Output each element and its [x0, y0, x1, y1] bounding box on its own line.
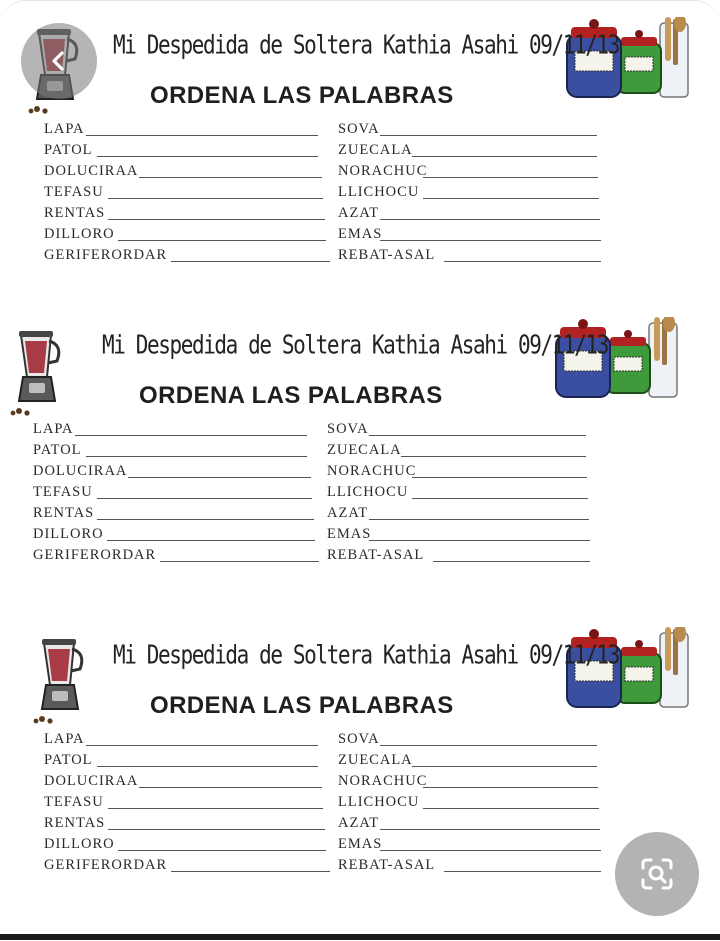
scrambled-word-left: PATOL [44, 752, 93, 768]
worksheet-block [0, 315, 709, 595]
answer-line [423, 787, 598, 788]
scrambled-word-left: LAPA [33, 421, 74, 437]
scrambled-word-left: LAPA [44, 731, 85, 747]
scrambled-word-right: SOVA [327, 421, 369, 437]
answer-line [97, 519, 314, 520]
scrambled-word-left: TEFASU [33, 484, 93, 500]
scrambled-word-left: PATOL [44, 142, 93, 158]
block-subtitle: ORDENA LAS PALABRAS [139, 382, 443, 409]
scrambled-word-right: LLICHOCU [338, 794, 420, 810]
block-title: Mi Despedida de Soltera Kathia Asahi 09/11/13 [102, 330, 608, 360]
answer-line [433, 561, 590, 562]
answer-line [86, 456, 307, 457]
answer-line [369, 519, 589, 520]
blender-illustration [30, 635, 94, 730]
answer-line [380, 135, 597, 136]
scrambled-word-left: DILLORO [44, 226, 115, 242]
scrambled-word-left: GERIFERORDAR [44, 857, 168, 873]
back-button[interactable] [21, 23, 97, 99]
blender-icon [30, 635, 94, 725]
scrambled-word-left: LAPA [44, 121, 85, 137]
scrambled-word-right: LLICHOCU [327, 484, 409, 500]
scrambled-word-left: DOLUCIRAA [44, 773, 139, 789]
answer-line [86, 135, 318, 136]
scrambled-word-left: RENTAS [33, 505, 95, 521]
block-subtitle: ORDENA LAS PALABRAS [150, 692, 454, 719]
answer-line [139, 177, 322, 178]
scrambled-word-right: REBAT-ASAL [338, 247, 436, 263]
scrambled-word-left: DILLORO [44, 836, 115, 852]
answer-line [160, 561, 319, 562]
answer-line [423, 198, 599, 199]
worksheet-block [0, 15, 720, 295]
answer-line [423, 177, 598, 178]
scrambled-word-right: ZUECALA [338, 142, 413, 158]
scrambled-word-right: NORACHUC [327, 463, 417, 479]
answer-line [97, 498, 312, 499]
answer-line [118, 240, 326, 241]
answer-line [118, 850, 326, 851]
block-title: Mi Despedida de Soltera Kathia Asahi 09/11/13 [113, 640, 619, 670]
bottom-strip [0, 934, 720, 940]
scrambled-word-right: REBAT-ASAL [338, 857, 436, 873]
answer-line [108, 219, 325, 220]
answer-line [380, 745, 597, 746]
answer-line [412, 766, 597, 767]
scrambled-word-left: RENTAS [44, 815, 106, 831]
scrambled-word-right: AZAT [338, 815, 380, 831]
scrambled-word-right: EMAS [338, 836, 383, 852]
scrambled-word-left: PATOL [33, 442, 82, 458]
answer-line [171, 261, 330, 262]
answer-line [75, 435, 307, 436]
answer-line [380, 240, 601, 241]
scrambled-word-left: DOLUCIRAA [33, 463, 128, 479]
answer-line [97, 766, 318, 767]
answer-line [401, 456, 586, 457]
answer-line [171, 871, 330, 872]
scrambled-word-left: TEFASU [44, 794, 104, 810]
scrambled-word-right: AZAT [327, 505, 369, 521]
scrambled-word-right: ZUECALA [338, 752, 413, 768]
back-arrow-icon [45, 47, 73, 75]
scrambled-word-right: LLICHOCU [338, 184, 420, 200]
scrambled-word-left: GERIFERORDAR [44, 247, 168, 263]
answer-line [423, 808, 599, 809]
scrambled-word-right: REBAT-ASAL [327, 547, 425, 563]
answer-line [444, 871, 601, 872]
scrambled-word-right: SOVA [338, 731, 380, 747]
block-title: Mi Despedida de Soltera Kathia Asahi 09/11/13 [113, 30, 619, 60]
answer-line [412, 498, 588, 499]
answer-line [108, 198, 323, 199]
scrambled-word-right: EMAS [338, 226, 383, 242]
scrambled-word-right: ZUECALA [327, 442, 402, 458]
scrambled-word-right: AZAT [338, 205, 380, 221]
scrambled-word-left: GERIFERORDAR [33, 547, 157, 563]
answer-line [86, 745, 318, 746]
scrambled-word-left: DILLORO [33, 526, 104, 542]
answer-line [369, 540, 590, 541]
answer-line [128, 477, 311, 478]
lens-search-button[interactable] [615, 832, 699, 916]
scrambled-word-left: TEFASU [44, 184, 104, 200]
scrambled-word-left: DOLUCIRAA [44, 163, 139, 179]
scrambled-word-right: EMAS [327, 526, 372, 542]
answer-line [139, 787, 322, 788]
lens-search-icon [637, 854, 677, 894]
answer-line [412, 156, 597, 157]
answer-line [97, 156, 318, 157]
answer-line [380, 219, 600, 220]
scrambled-word-right: NORACHUC [338, 163, 428, 179]
scrambled-word-left: RENTAS [44, 205, 106, 221]
answer-line [107, 540, 315, 541]
answer-line [108, 829, 325, 830]
scrambled-word-right: SOVA [338, 121, 380, 137]
blender-illustration [7, 327, 71, 422]
block-subtitle: ORDENA LAS PALABRAS [150, 82, 454, 109]
answer-line [369, 435, 586, 436]
answer-line [412, 477, 587, 478]
blender-icon [7, 327, 71, 417]
answer-line [444, 261, 601, 262]
worksheet-block [0, 625, 720, 905]
answer-line [380, 850, 601, 851]
answer-line [108, 808, 323, 809]
scrambled-word-right: NORACHUC [338, 773, 428, 789]
answer-line [380, 829, 600, 830]
